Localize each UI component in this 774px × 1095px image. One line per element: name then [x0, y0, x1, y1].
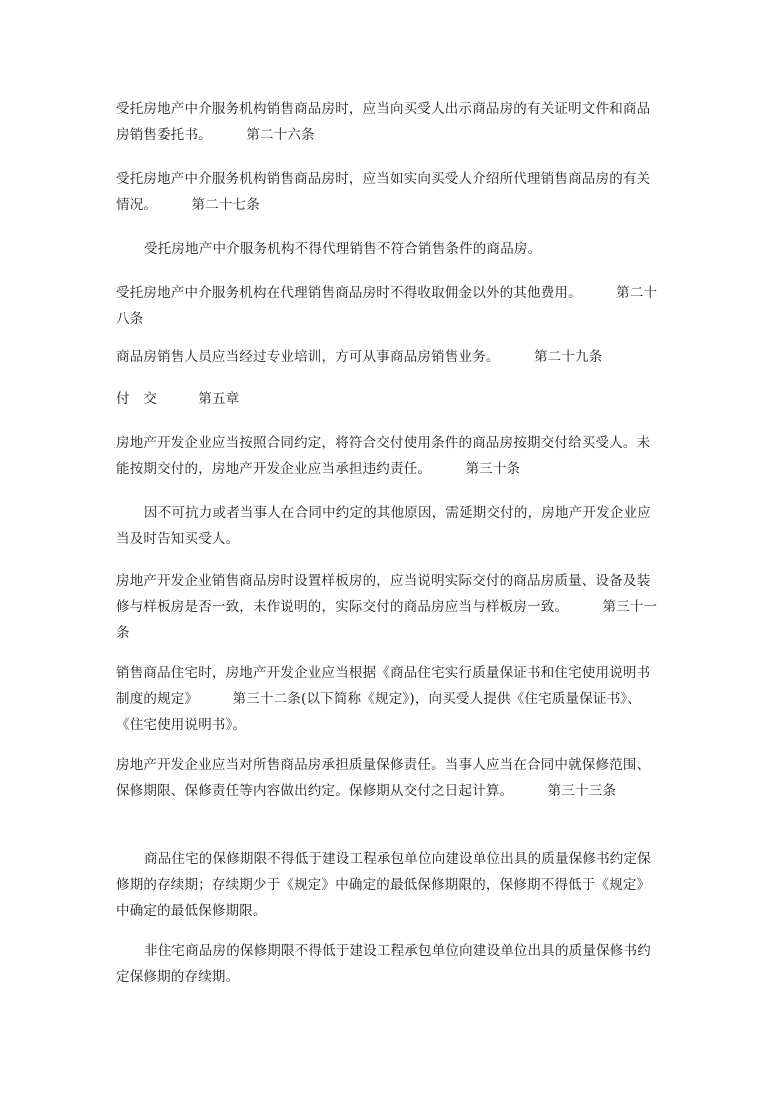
paragraph-article-31: 房地产开发企业销售商品房时设置样板房的，应当说明实际交付的商品房质量、设备及装修与样板房是否一致，未作说明的，实际交付的商品房应当与样板房一致。 第三十一条	[116, 573, 658, 641]
chapter-heading: 付 交 第五章	[116, 391, 240, 407]
paragraph-article-28: 受托房地产中介服务机构在代理销售商品房时不得收取佣金以外的其他费用。 第二十八条	[116, 285, 658, 327]
paragraph-residential-warranty: 商品住宅的保修期限不得低于建设工程承包单位向建设单位出具的质量保修书约定保修期的存续期；存续期少于《规定》中确定的最低保修期限的，保修期不得低于《规定》中确定的最低保修期限。	[116, 851, 651, 919]
paragraph-non-residential-warranty: 非住宅商品房的保修期限不得低于建设工程承包单位向建设单位出具的质量保修书约定保修期的存续期。	[116, 943, 651, 985]
paragraph-article-26: 受托房地产中介服务机构销售商品房时，应当向买受人出示商品房的有关证明文件和商品房销售委托书。 第二十六条	[116, 101, 651, 143]
paragraph-article-33: 房地产开发企业应当对所售商品房承担质量保修责任。当事人应当在合同中就保修范围、保修期限、保修责任等内容做出约定。保修期从交付之日起计算。 第三十三条	[116, 757, 651, 799]
paragraph-delay-notice: 因不可抗力或者当事人在合同中约定的其他原因，需延期交付的，房地产开发企业应当及时告知买受人。	[116, 505, 651, 547]
paragraph-agency-restriction: 受托房地产中介服务机构不得代理销售不符合销售条件的商品房。	[144, 241, 542, 257]
paragraph-article-27: 受托房地产中介服务机构销售商品房时，应当如实向买受人介绍所代理销售商品房的有关情况。 第二十七条	[116, 171, 651, 213]
paragraph-article-29: 商品房销售人员应当经过专业培训，方可从事商品房销售业务。 第二十九条	[116, 349, 603, 365]
paragraph-article-30: 房地产开发企业应当按照合同约定，将符合交付使用条件的商品房按期交付给买受人。未能按期交付的，房地产开发企业应当承担违约责任。 第三十条	[116, 435, 651, 477]
paragraph-article-32: 销售商品住宅时，房地产开发企业应当根据《商品住宅实行质量保证书和住宅使用说明书制度的规定》 第三十二条(以下简称《规定》)，向买受人提供《住宅质量保证书》、《住宅使用说明书》。	[116, 665, 651, 733]
